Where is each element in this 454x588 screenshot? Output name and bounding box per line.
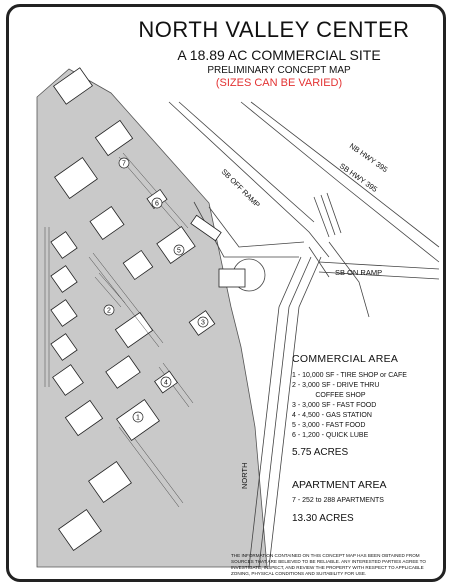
legend-item: 1 - 10,000 SF - TIRE SHOP or CAFE [292,372,407,379]
lot-2: 2 [107,307,111,315]
map-frame [6,4,446,582]
lot-1: 1 [136,414,140,422]
nb-hwy-label: NB HWY 395 [347,141,390,175]
site-map [9,7,446,582]
lot-7: 7 [122,160,126,168]
gas-station-canopy [219,269,245,287]
apartment-heading: APARTMENT AREA [292,479,387,491]
sizes-note: (SIZES CAN BE VARIED) [215,77,343,89]
lot-5: 5 [177,247,181,255]
legend-item: 4 - 4,500 - GAS STATION [292,412,372,419]
legend-item: 2 - 3,000 SF - DRIVE THRU COFFEE SHOP [292,382,380,399]
lot-6: 6 [155,200,159,208]
legend-item: 5 - 3,000 - FAST FOOD [292,422,366,429]
commercial-legend [292,353,442,458]
north-label: NORTH [240,462,249,489]
lot-3: 3 [201,319,205,327]
concept-label: PRELIMINARY CONCEPT MAP [207,65,351,76]
commercial-acres: 5.75 ACRES [292,447,349,458]
apartment-acres: 13.30 ACRES [292,513,354,524]
apartment-item: 7 - 252 to 288 APARTMENTS [292,497,384,504]
legend-item: 6 - 1,200 - QUICK LUBE [292,432,369,439]
site-subtitle: A 18.89 AC COMMERCIAL SITE [177,47,381,63]
sb-off-ramp-label: SB OFF RAMP [219,167,262,210]
map-title: NORTH VALLEY CENTER [138,17,410,42]
disclaimer: THE INFORMATION CONTAINED ON THIS CONCEPT MAP HAS BEEN OBTAINED FROM SOURCES THAT ARE BELIEVED TO BE RELIABLE. ANY INTERESTED PARTIES AGREE TO INVESTIGATE, INSPECT, AND REVIEW THE PROPERTY WITH RESPECT TO APPLICABLE ZONING, PHYSICAL CONDITIONS AND SUITABILITY FOR USE. [231,553,426,576]
sb-hwy-label: SB HWY 395 [337,161,380,194]
lot-4: 4 [164,379,168,387]
sb-on-ramp-label: SB ON RAMP [335,268,383,277]
legend-item: 3 - 3,000 SF - FAST FOOD [292,402,377,409]
commercial-heading: COMMERCIAL AREA [292,353,399,365]
